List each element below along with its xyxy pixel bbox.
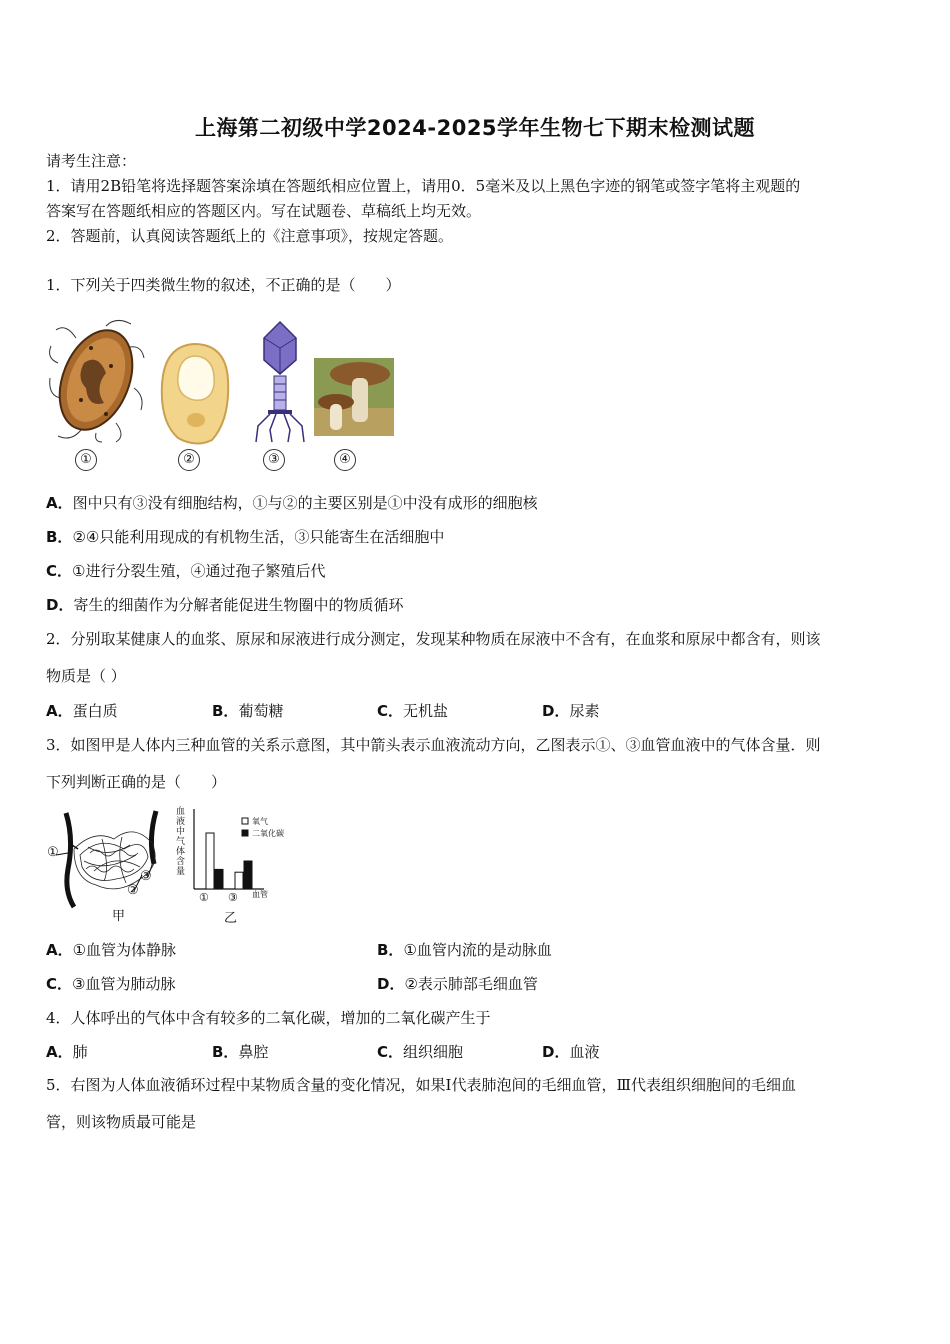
question-1-option-a: A．图中只有③没有细胞结构，①与②的主要区别是①中没有成形的细胞核	[46, 494, 538, 512]
question-1-option-b: B．②④只能利用现成的有机物生活，③只能寄生在活细胞中	[46, 528, 445, 546]
question-3-figure	[44, 805, 304, 925]
figure-yi-label: 乙	[224, 911, 238, 926]
figure-label-3: ③	[263, 449, 285, 471]
question-3-option-d: D．②表示肺部毛细血管	[377, 975, 538, 993]
question-5-stem-line-2: 管，则该物质最可能是	[46, 1113, 197, 1131]
page-title: 上海第二初级中学2024-2025学年生物七下期末检测试题	[194, 116, 756, 140]
question-2-option-d: D．尿素	[542, 702, 600, 720]
question-1-stem: 1．下列关于四类微生物的叙述，不正确的是（ ）	[46, 276, 401, 294]
notice-item-1-line-2: 答案写在答题纸相应的答题区内。写在试题卷、草稿纸上均无效。	[46, 202, 482, 220]
question-2-option-b: B．葡萄糖	[212, 702, 284, 720]
legend-oxygen-label: 氧气	[252, 817, 268, 826]
chart-x-axis-label: 血管	[252, 890, 268, 899]
mushroom-image	[314, 358, 394, 436]
question-4-option-b: B．鼻腔	[212, 1043, 269, 1061]
vessel-label-2: ②	[127, 883, 139, 898]
chart-x-tick-1: ①	[199, 891, 209, 904]
blood-vessel-diagram	[44, 809, 174, 909]
yeast-cell-image	[156, 340, 236, 450]
chart-y-axis-label: 血液中气体含量	[176, 807, 186, 877]
question-2-option-c: C．无机盐	[377, 702, 449, 720]
figure-label-2: ②	[178, 449, 200, 471]
bar-oxygen-vessel-1	[206, 833, 214, 889]
question-3-option-c: C．③血管为肺动脉	[46, 975, 176, 993]
question-2-stem-line-1: 2．分别取某健康人的血浆、原尿和尿液进行成分测定，发现某种物质在尿液中不含有，在血浆和原尿中都含有，则该	[46, 630, 821, 648]
question-5-stem-line-1: 5．右图为人体血液循环过程中某物质含量的变化情况，如果Ⅰ代表肺泡间的毛细血管，Ⅲ代表组织细胞间的毛细血	[46, 1076, 796, 1094]
question-3-stem-line-2: 下列判断正确的是（ ）	[46, 773, 227, 791]
figure-label-4: ④	[334, 449, 356, 471]
chart-x-tick-3: ③	[228, 891, 238, 904]
question-3-option-a: A．①血管为体静脉	[46, 941, 177, 959]
bacterium-image	[46, 318, 146, 443]
bar-co2-vessel-3	[244, 861, 252, 889]
question-4-option-a: A．肺	[46, 1043, 88, 1061]
notice-heading: 请考生注意：	[46, 152, 137, 170]
question-2-option-a: A．蛋白质	[46, 702, 118, 720]
legend-co2-swatch	[242, 830, 248, 836]
question-4-stem: 4．人体呼出的气体中含有较多的二氧化碳，增加的二氧化碳产生于	[46, 1009, 491, 1027]
question-3-stem-line-1: 3．如图甲是人体内三种血管的关系示意图，其中箭头表示血液流动方向，乙图表示①、③血管血液中的气体含量．则	[46, 736, 821, 754]
vessel-label-3: ③	[140, 869, 152, 884]
vessel-label-1: ①	[47, 845, 59, 860]
question-4-option-d: D．血液	[542, 1043, 600, 1061]
gas-content-bar-chart	[190, 805, 300, 905]
bacteriophage-image	[250, 318, 310, 443]
legend-oxygen-swatch	[242, 818, 248, 824]
legend-co2-label: 二氧化碳	[252, 829, 284, 838]
question-1-option-d: D．寄生的细菌作为分解者能促进生物圈中的物质循环	[46, 596, 404, 614]
notice-item-2: 2．答题前，认真阅读答题纸上的《注意事项》，按规定答题。	[46, 227, 454, 245]
figure-jia-label: 甲	[112, 909, 126, 924]
figure-label-1: ①	[75, 449, 97, 471]
question-1-option-c: C．①进行分裂生殖，④通过孢子繁殖后代	[46, 562, 326, 580]
question-1-figure	[44, 318, 404, 478]
bar-oxygen-vessel-3	[235, 872, 243, 889]
question-3-option-b: B．①血管内流的是动脉血	[377, 941, 552, 959]
question-2-stem-line-2: 物质是（ ）	[46, 667, 126, 685]
question-4-option-c: C．组织细胞	[377, 1043, 464, 1061]
notice-item-1-line-1: 1．请用2B铅笔将选择题答案涂填在答题纸相应位置上，请用0．5毫米及以上黑色字迹的钢笔或签字笔将主观题的	[46, 177, 801, 195]
bar-co2-vessel-1	[215, 869, 223, 889]
